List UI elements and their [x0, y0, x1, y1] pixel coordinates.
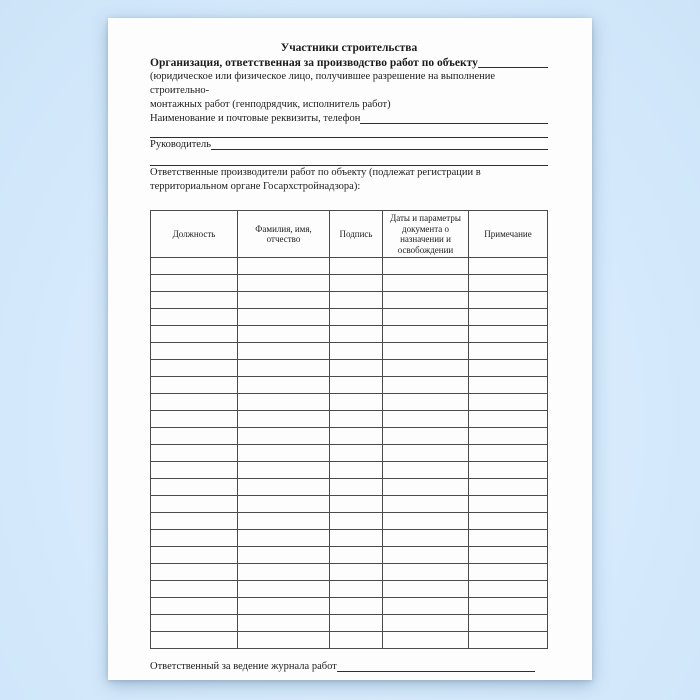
table-cell — [238, 547, 330, 564]
table-row — [151, 496, 548, 513]
table-cell — [383, 326, 469, 343]
table-cell — [383, 428, 469, 445]
participants-table — [150, 210, 548, 649]
table-cell — [383, 394, 469, 411]
table-cell — [151, 326, 238, 343]
table-cell — [238, 411, 330, 428]
table-cell — [151, 530, 238, 547]
table-cell — [238, 581, 330, 598]
table-cell — [469, 513, 548, 530]
table-cell — [330, 309, 383, 326]
table-row — [151, 428, 548, 445]
table-row — [151, 275, 548, 292]
table-cell — [330, 292, 383, 309]
table-cell — [469, 394, 548, 411]
requisites-fill-line — [360, 112, 548, 124]
table-row — [151, 479, 548, 496]
table-row — [151, 411, 548, 428]
table-cell — [330, 428, 383, 445]
object-fill-line — [478, 56, 548, 68]
table-cell — [383, 530, 469, 547]
table-cell — [238, 258, 330, 275]
journal-keeper-label: Ответственный за ведение журнала работ — [150, 661, 337, 672]
table-row — [151, 258, 548, 275]
table-cell — [151, 581, 238, 598]
table-cell — [383, 581, 469, 598]
table-cell — [151, 411, 238, 428]
table-cell — [151, 479, 238, 496]
table-cell — [469, 309, 548, 326]
table-cell — [330, 615, 383, 632]
table-row — [151, 377, 548, 394]
table-cell — [469, 530, 548, 547]
table-cell — [383, 445, 469, 462]
table-cell — [151, 258, 238, 275]
table-row — [151, 632, 548, 649]
table-cell — [469, 462, 548, 479]
table-cell — [151, 598, 238, 615]
head-fill-line-2 — [150, 152, 548, 166]
table-cell — [151, 632, 238, 649]
table-cell — [330, 394, 383, 411]
table-cell — [383, 632, 469, 649]
table-cell — [238, 377, 330, 394]
table-cell — [151, 547, 238, 564]
table-cell — [151, 513, 238, 530]
table-cell — [151, 564, 238, 581]
table-cell — [151, 309, 238, 326]
table-cell — [238, 462, 330, 479]
table-cell — [469, 615, 548, 632]
table-row — [151, 462, 548, 479]
table-cell — [238, 360, 330, 377]
table-cell — [330, 462, 383, 479]
table-row — [151, 615, 548, 632]
table-cell — [383, 377, 469, 394]
table-cell — [238, 479, 330, 496]
table-cell — [383, 479, 469, 496]
table-cell — [383, 309, 469, 326]
table-cell — [238, 343, 330, 360]
table-cell — [469, 275, 548, 292]
table-cell — [330, 445, 383, 462]
table-cell — [383, 564, 469, 581]
table-cell — [383, 462, 469, 479]
table-row — [151, 326, 548, 343]
table-cell — [383, 615, 469, 632]
table-cell — [469, 581, 548, 598]
table-cell — [469, 377, 548, 394]
table-row — [151, 360, 548, 377]
table-cell — [151, 428, 238, 445]
table-cell — [330, 275, 383, 292]
table-cell — [330, 564, 383, 581]
table-row — [151, 292, 548, 309]
table-cell — [330, 632, 383, 649]
table-header-row — [151, 211, 548, 258]
table-cell — [469, 445, 548, 462]
journal-keeper-fill-line — [337, 660, 535, 672]
requisites-label: Наименование и почтовые реквизиты, телефон — [150, 113, 361, 124]
table-cell — [151, 496, 238, 513]
requisites-fill-line-2 — [150, 126, 548, 138]
table-cell — [383, 275, 469, 292]
table-cell — [383, 547, 469, 564]
table-cell — [469, 564, 548, 581]
table-cell — [238, 598, 330, 615]
table-cell — [238, 394, 330, 411]
table-cell — [151, 360, 238, 377]
journal-keeper-line — [150, 660, 548, 674]
table-cell — [238, 564, 330, 581]
table-cell — [330, 258, 383, 275]
table-row — [151, 547, 548, 564]
table-row — [151, 513, 548, 530]
table-row — [151, 309, 548, 326]
table-cell — [330, 411, 383, 428]
table-cell — [330, 326, 383, 343]
requisites-line — [150, 112, 548, 126]
table-cell — [469, 292, 548, 309]
table-cell — [469, 411, 548, 428]
org-responsible-line — [150, 56, 548, 70]
page-title: Участники строительства — [280, 42, 418, 54]
table-cell — [151, 445, 238, 462]
table-cell — [383, 598, 469, 615]
table-cell — [469, 496, 548, 513]
document-page — [108, 18, 592, 680]
table-cell — [469, 343, 548, 360]
table-cell — [469, 360, 548, 377]
head-label: Руководитель — [150, 139, 211, 150]
column-header-document-dates: Даты и параметры документа о назначении и освобождении — [383, 211, 469, 258]
table-cell — [383, 292, 469, 309]
table-cell — [383, 343, 469, 360]
table-cell — [469, 547, 548, 564]
table-cell — [151, 377, 238, 394]
table-cell — [469, 428, 548, 445]
table-cell — [383, 496, 469, 513]
table-row — [151, 598, 548, 615]
table-cell — [238, 326, 330, 343]
table-cell — [238, 445, 330, 462]
head-line — [150, 138, 548, 152]
table-cell — [238, 292, 330, 309]
table-cell — [330, 547, 383, 564]
table-cell — [330, 479, 383, 496]
table-cell — [469, 632, 548, 649]
table-row — [151, 343, 548, 360]
table-row — [151, 445, 548, 462]
table-cell — [469, 326, 548, 343]
clarification-line-2: монтажных работ (генподрядчик, исполнитель работ) — [150, 99, 391, 110]
table-cell — [383, 258, 469, 275]
table-cell — [151, 292, 238, 309]
table-cell — [238, 513, 330, 530]
table-row — [151, 530, 548, 547]
responsible-paragraph: Ответственные производители работ по объекту (подлежат регистрации в территориальном органе Госархстройнадзора): — [150, 167, 481, 192]
column-header-full-name: Фамилия, имя, отчество — [238, 211, 330, 258]
table-cell — [383, 513, 469, 530]
table-cell — [330, 513, 383, 530]
table-cell — [330, 530, 383, 547]
table-cell — [238, 632, 330, 649]
table-cell — [469, 258, 548, 275]
table-cell — [469, 598, 548, 615]
table-cell — [151, 343, 238, 360]
table-cell — [469, 479, 548, 496]
table-cell — [330, 598, 383, 615]
column-header-notes: Примечание — [469, 211, 548, 258]
table-cell — [151, 275, 238, 292]
table-cell — [330, 581, 383, 598]
table-cell — [383, 411, 469, 428]
org-responsible-label: Организация, ответственная за производство работ по объекту — [150, 57, 478, 69]
table-row — [151, 394, 548, 411]
table-cell — [330, 360, 383, 377]
table-cell — [238, 428, 330, 445]
table-cell — [330, 377, 383, 394]
table-cell — [238, 496, 330, 513]
table-cell — [238, 530, 330, 547]
table-cell — [238, 275, 330, 292]
table-row — [151, 581, 548, 598]
table-cell — [330, 496, 383, 513]
table-cell — [151, 462, 238, 479]
table-row — [151, 564, 548, 581]
table-cell — [238, 615, 330, 632]
column-header-signature: Подпись — [330, 211, 383, 258]
table-cell — [383, 360, 469, 377]
column-header-position: Должность — [151, 211, 238, 258]
table-cell — [151, 615, 238, 632]
table-cell — [330, 343, 383, 360]
table-cell — [151, 394, 238, 411]
head-fill-line — [211, 138, 548, 150]
table-cell — [238, 309, 330, 326]
clarification-line-1: (юридическое или физическое лицо, получившее разрешение на выполнение строительно- — [150, 71, 496, 96]
